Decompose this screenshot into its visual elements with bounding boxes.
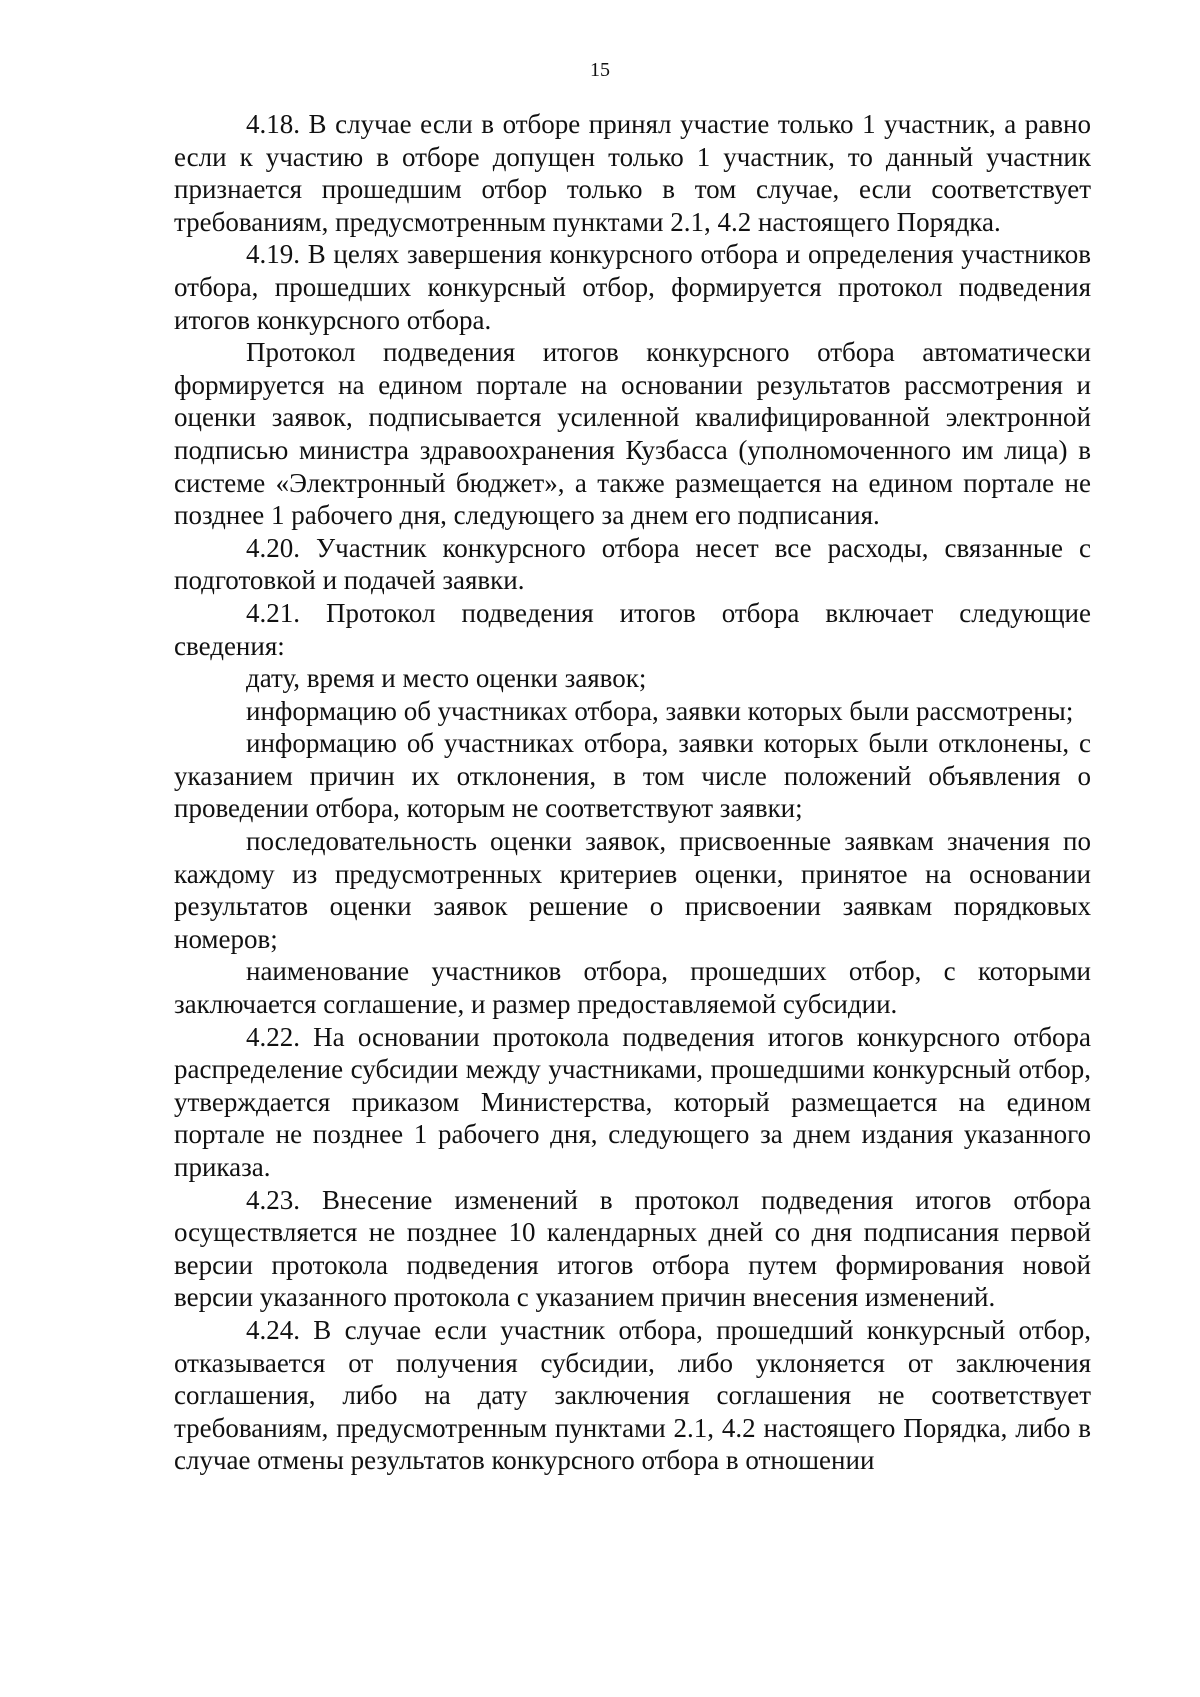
paragraph-4-21: 4.21. Протокол подведения итогов отбора включает следующие сведения: bbox=[174, 597, 1091, 661]
paragraph-4-18: 4.18. В случае если в отборе принял участие только 1 участник, а равно если к участию в отборе допущен только 1 участник, то данный участник признается прошедшим отбор только в том случае, если соответствует требованиям, предусмотренным пунктами 2.1, 4.2 настоящего Порядка. bbox=[174, 109, 1091, 237]
paragraph-4-19: 4.19. В целях завершения конкурсного отбора и определения участников отбора, прошедших конкурсный отбор, формируется протокол подведения итогов конкурсного отбора. bbox=[174, 239, 1091, 335]
paragraph-4-23: 4.23. Внесение изменений в протокол подведения итогов отбора осуществляется не позднее 10 календарных дней со дня подписания первой версии протокола подведения итогов отбора путем формирования новой версии указанного протокола с указанием причин внесения изменений. bbox=[174, 1184, 1091, 1313]
paragraph-protocol-formation: Протокол подведения итогов конкурсного отбора автоматически формируется на едином портале на основании результатов рассмотрения и оценки заявок, подписывается усиленной квалифицированной электронной подписью министра здравоохранения Кузбасса (уполномоченного им лица) в системе «Электронный бюджет», а также размещается на едином портале не позднее 1 рабочего дня, следующего за днем его подписания. bbox=[174, 337, 1091, 531]
list-item-winners-and-subsidy: наименование участников отбора, прошедших отбор, с которыми заключается соглашение, и размер предоставляемой субсидии. bbox=[174, 956, 1091, 1020]
paragraph-4-22: 4.22. На основании протокола подведения итогов конкурсного отбора распределение субсидии между участниками, прошедшими конкурсный отбор, утверждается приказом Министерства, который размещается на едином портале не позднее 1 рабочего дня, следующего за днем издания указанного приказа. bbox=[174, 1021, 1091, 1182]
paragraph-4-20: 4.20. Участник конкурсного отбора несет все расходы, связанные с подготовкой и подачей заявки. bbox=[174, 532, 1091, 596]
page-number: 15 bbox=[590, 59, 610, 81]
paragraph-4-24: 4.24. В случае если участник отбора, прошедший конкурсный отбор, отказывается от получения субсидии, либо уклоняется от заключения соглашения, либо на дату заключения соглашения не соответствует требованиям, предусмотренным пунктами 2.1, 4.2 настоящего Порядка, либо в случае отмены результатов конкурсного отбора в отношении bbox=[174, 1314, 1091, 1476]
document-body bbox=[174, 108, 1091, 1477]
list-item-evaluation-sequence: последовательность оценки заявок, присвоенные заявкам значения по каждому из предусмотренных критериев оценки, принятое на основании результатов оценки заявок решение о присвоении заявкам порядковых номеров; bbox=[174, 826, 1091, 954]
list-item-rejected-participants: информацию об участниках отбора, заявки которых были отклонены, с указанием причин их отклонения, в том числе положений объявления о проведении отбора, которым не соответствуют заявки; bbox=[174, 728, 1091, 824]
list-item-considered-participants: информацию об участниках отбора, заявки которых были рассмотрены; bbox=[246, 695, 1074, 726]
list-item-date-time-place: дату, время и место оценки заявок; bbox=[246, 663, 647, 694]
